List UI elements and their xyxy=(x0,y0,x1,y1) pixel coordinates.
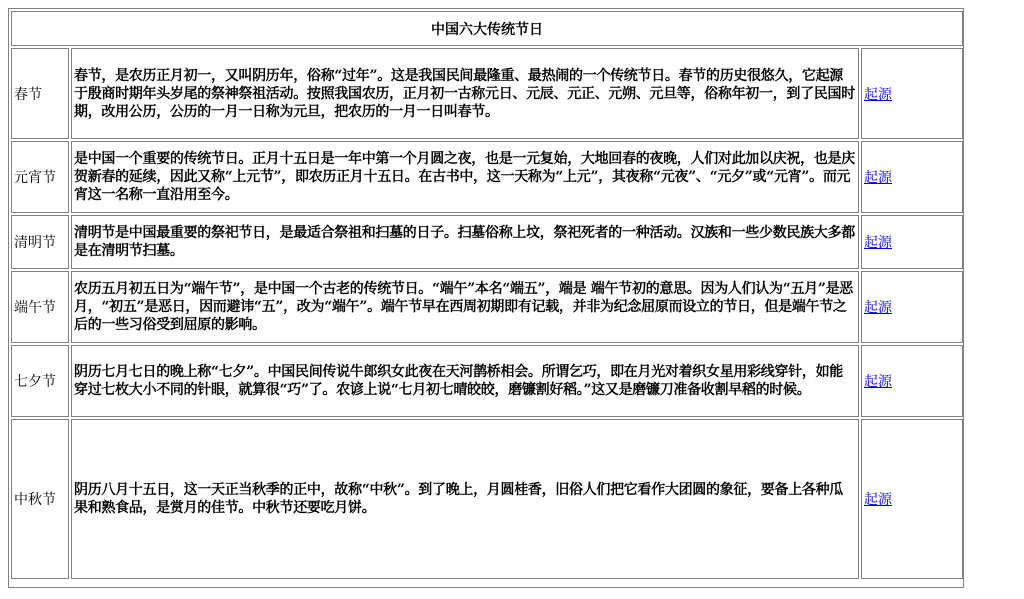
origin-link-cell xyxy=(861,345,963,417)
title-row xyxy=(11,11,963,46)
table-row xyxy=(11,215,963,269)
festival-name: 春节 xyxy=(11,48,69,139)
origin-link[interactable]: 起源 xyxy=(864,86,892,103)
table-row xyxy=(11,141,963,213)
origin-link[interactable]: 起源 xyxy=(864,300,892,316)
table-row xyxy=(11,271,963,343)
origin-link[interactable]: 起源 xyxy=(864,235,892,251)
festival-table xyxy=(9,9,965,581)
festival-description: 清明节是中国最重要的祭祀节日，是最适合祭祖和扫墓的日子。扫墓俗称上坟，祭祀死者的一种活动。汉族和一些少数民族大多都是在清明节扫墓。 xyxy=(71,215,859,269)
table-row xyxy=(11,48,963,139)
festival-name: 清明节 xyxy=(11,215,69,269)
festival-description: 阴历八月十五日，这一天正当秋季的正中，故称“中秋”。到了晚上，月圆桂香，旧俗人们把它看作大团圆的象征，要备上各种瓜果和熟食品，是赏月的佳节。中秋节还要吃月饼。 xyxy=(71,419,859,579)
origin-link[interactable]: 起源 xyxy=(864,170,892,186)
origin-link-cell xyxy=(861,419,963,579)
origin-link[interactable]: 起源 xyxy=(864,492,892,508)
origin-link-cell xyxy=(861,215,963,269)
festival-description: 春节，是农历正月初一，又叫阴历年，俗称“过年”。这是我国民间最隆重、最热闹的一个传统节日。春节的历史很悠久，它起源于殷商时期年头岁尾的祭神祭祖活动。按照我国农历，正月初一古称元日、元辰、元正、元朔、元旦等，俗称年初一，到了民国时期，改用公历，公历的一月一日称为元旦，把农历的一月一日叫春节。 xyxy=(71,48,859,139)
festival-name: 元宵节 xyxy=(11,141,69,213)
festival-description: 阴历七月七日的晚上称“七夕”。中国民间传说牛郎织女此夜在天河鹊桥相会。所谓乞巧，即在月光对着织女星用彩线穿针，如能穿过七枚大小不同的针眼，就算很“巧”了。农谚上说“七月初七晴皎皎，磨镰割好稻。”这又是磨镰刀准备收割早稻的时候。 xyxy=(71,345,859,417)
origin-link[interactable]: 起源 xyxy=(864,374,892,390)
origin-link-cell xyxy=(861,271,963,343)
festival-description: 农历五月初五日为“端午节”，是中国一个古老的传统节日。“端午”本名“端五”，端是 端午节初的意思。因为人们认为“五月”是恶月，“初五”是恶日，因而避讳“五”，改为“端午”。端午节早在西周初期即有记载，并非为纪念屈原而设立的节日，但是端午节之后的一些习俗受到屈原的影响。 xyxy=(71,271,859,343)
table-row xyxy=(11,419,963,579)
origin-link-cell xyxy=(861,141,963,213)
festival-name: 七夕节 xyxy=(11,345,69,417)
table-row xyxy=(11,345,963,417)
table-title: 中国六大传统节日 xyxy=(11,11,963,46)
festival-name: 端午节 xyxy=(11,271,69,343)
origin-link-cell xyxy=(861,48,963,139)
festival-name: 中秋节 xyxy=(11,419,69,579)
festival-description: 是中国一个重要的传统节日。正月十五日是一年中第一个月圆之夜，也是一元复始，大地回春的夜晚，人们对此加以庆祝，也是庆贺新春的延续，因此又称“上元节”，即农历正月十五日。在古书中，这一天称为“上元”，其夜称“元夜”、“元夕”或“元宵”。而元宵这一名称一直沿用至今。 xyxy=(71,141,859,213)
